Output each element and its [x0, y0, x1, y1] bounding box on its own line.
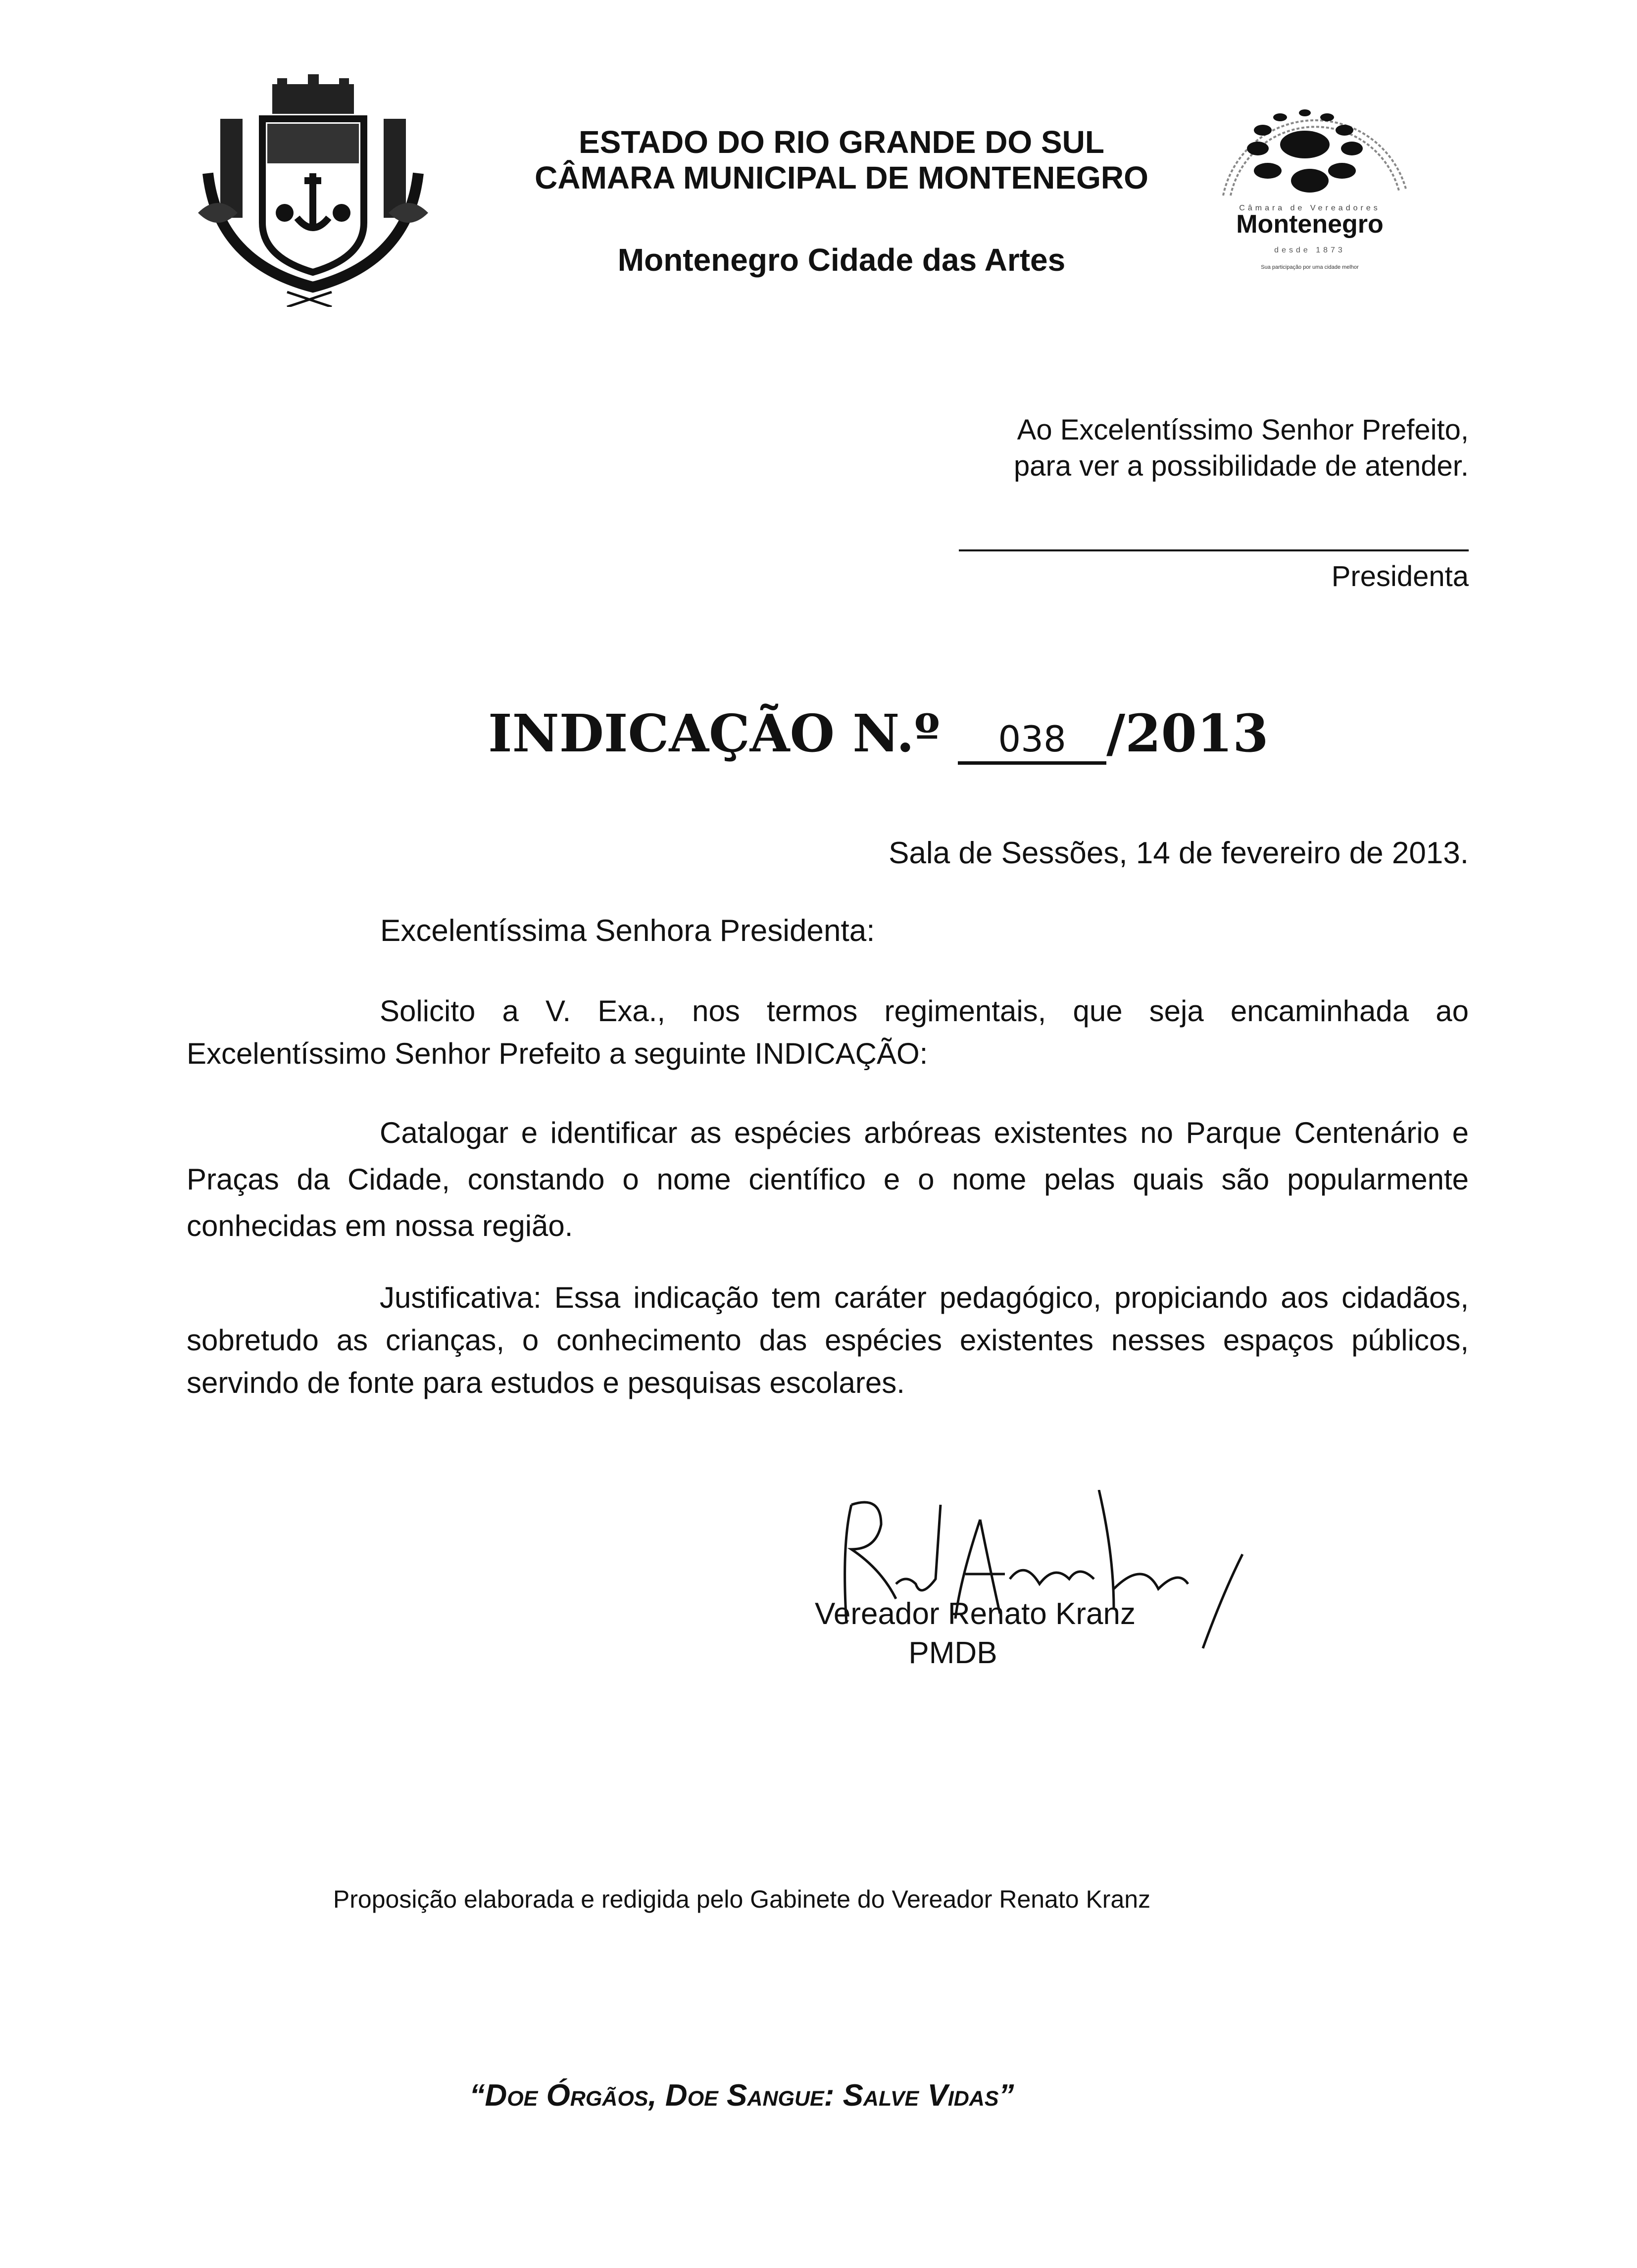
logo-name-text: Montenegro: [1236, 210, 1384, 239]
document-title: [488, 703, 1269, 765]
signer-name: Vereador Renato Kranz: [815, 1597, 1136, 1631]
dispatch-line-2: para ver a possibilidade de atender.: [1014, 450, 1469, 482]
justification-paragraph: Justificativa: Essa indicação tem caráter pedagógico, propiciando aos cidadãos, sobretudo as crianças, o conhecimento das espécies existentes nesses espaços públicos, servindo de fonte para estudos e pesquisas escolares.: [187, 1281, 1469, 1399]
signature-line: [959, 549, 1469, 551]
logo-since-text: desde 1873: [1274, 246, 1345, 254]
place-date: Sala de Sessões, 14 de fevereiro de 2013.: [889, 836, 1469, 870]
logo-tagline-text: Sua participação por uma cidade melhor: [1261, 264, 1359, 270]
dispatch-signer: Presidenta: [1331, 560, 1469, 592]
logo-top-text: Câmara de Vereadores: [1239, 204, 1381, 212]
city-motto: Montenegro Cidade das Artes: [617, 242, 1066, 278]
footer-slogan: “Doe Órgãos, Doe Sangue: Salve Vidas”: [469, 2078, 1014, 2113]
title-year: /2013: [1106, 703, 1269, 764]
municipal-coat-of-arms-logo: [178, 74, 448, 307]
signer-party: PMDB: [908, 1636, 997, 1670]
body-text: [187, 990, 1469, 1404]
title-number: 038: [958, 717, 1106, 765]
indication-paragraph: Catalogar e identificar as espécies arbóreas existentes no Parque Centenário e Praças da Cidade, constando o nome científico e o nome pelas quais são popularmente conhecidas em nossa região.: [187, 1116, 1469, 1242]
state-name: ESTADO DO RIO GRANDE DO SUL: [579, 124, 1104, 160]
chamber-name: CÂMARA MUNICIPAL DE MONTENEGRO: [535, 160, 1148, 196]
request-paragraph: Solicito a V. Exa., nos termos regimentais, que seja encaminhada ao Excelentíssimo Senhor Prefeito a seguinte INDICAÇÃO:: [187, 994, 1469, 1070]
dispatch-line-1: Ao Excelentíssimo Senhor Prefeito,: [1017, 414, 1469, 446]
title-prefix: INDICAÇÃO N.º: [488, 703, 940, 764]
salutation: Excelentíssima Senhora Presidenta:: [380, 914, 875, 948]
footer-note: Proposição elaborada e redigida pelo Gabinete do Vereador Renato Kranz: [333, 1885, 1151, 1913]
chamber-logo: [1206, 82, 1424, 295]
